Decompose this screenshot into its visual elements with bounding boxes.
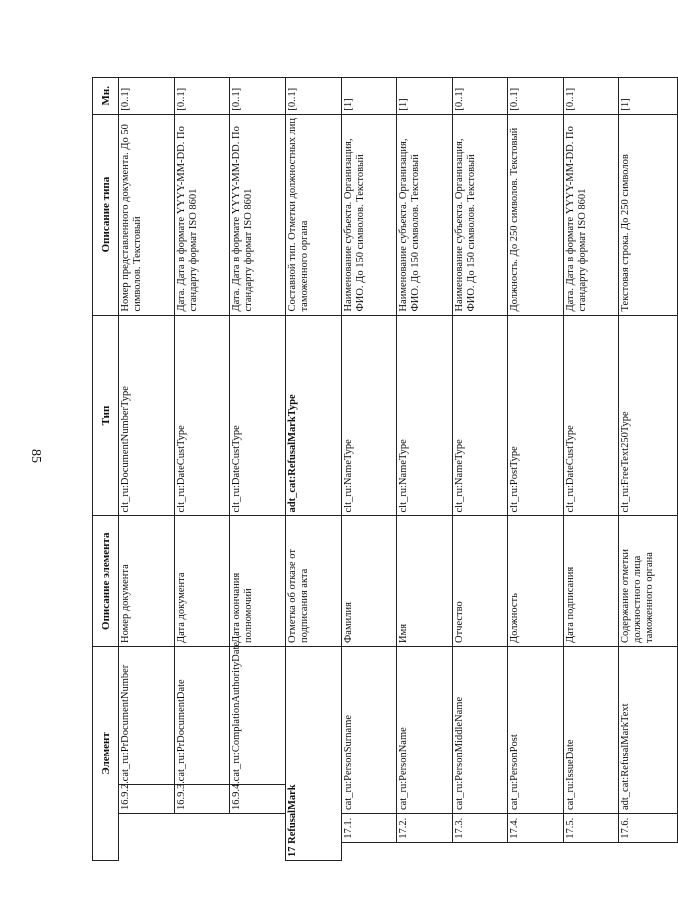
- multiplicity: [0..1]: [563, 78, 619, 115]
- element-name: cat_ru:PrDocumentDate: [174, 647, 230, 785]
- type-name: clt_ru:PostType: [508, 315, 564, 516]
- multiplicity: [0..1]: [286, 78, 342, 115]
- type-name: clt_ru:NameType: [341, 315, 397, 516]
- row-number: 16.9.3.: [174, 785, 230, 814]
- element-description: Содержание отметки должностного лица таможенного органа: [619, 516, 678, 647]
- element-name: adt_cat:RefusalMarkText: [619, 647, 678, 814]
- element-name: cat_ru:ComplationAuthorityDate: [230, 647, 286, 785]
- multiplicity: [1]: [619, 78, 678, 115]
- type-name: clt_ru:DateCustType: [563, 315, 619, 516]
- indent-cell: [563, 842, 619, 860]
- type-name: adt_cat:RefusalMarkType: [286, 315, 342, 516]
- multiplicity: [1]: [341, 78, 397, 115]
- table-row: [174, 78, 230, 861]
- type-description: Должность. До 250 символов. Текстовый: [508, 114, 564, 315]
- element-name: cat_ru:PersonSurname: [341, 647, 397, 814]
- indent-cell: [174, 814, 230, 843]
- element-description: Имя: [397, 516, 453, 647]
- row-number: 17.2.: [397, 814, 453, 843]
- row-number: 17.4.: [508, 814, 564, 843]
- row-number: 17.3.: [452, 814, 508, 843]
- type-description: Наименование субъекта. Организация, ФИО. До 150 символов. Текстовый: [452, 114, 508, 315]
- table-row: [119, 78, 175, 861]
- element-name: cat_ru:PersonName: [397, 647, 453, 814]
- table-row: [508, 78, 564, 861]
- table-row: [452, 78, 508, 861]
- element-description: Должность: [508, 516, 564, 647]
- type-description: Составной тип. Отметки должностных лиц таможенного органа: [286, 114, 342, 315]
- spec-table: [92, 77, 678, 861]
- type-name: clt_ru:DateCustType: [230, 315, 286, 516]
- element-description: Отчество: [452, 516, 508, 647]
- row-number: 16.9.4.: [230, 785, 286, 814]
- multiplicity: [1]: [397, 78, 453, 115]
- indent-cell: [619, 842, 678, 860]
- indent-cell: [508, 842, 564, 860]
- element-name: cat_ru:PrDocumentNumber: [119, 647, 175, 785]
- indent-cell: [119, 842, 175, 860]
- row-number: 17.6.: [619, 814, 678, 843]
- indent-cell: [452, 842, 508, 860]
- multiplicity: [0..1]: [174, 78, 230, 115]
- element-name: cat_ru:PersonMiddleName: [452, 647, 508, 814]
- element-description: Дата подписания: [563, 516, 619, 647]
- page-number: 85: [28, 449, 43, 463]
- row-number: 17.1.: [341, 814, 397, 843]
- element-description: Фамилия: [341, 516, 397, 647]
- indent-cell: [397, 842, 453, 860]
- header-multiplicity: Мн.: [93, 78, 119, 115]
- indent-cell: [341, 842, 397, 860]
- type-name: clt_ru:NameType: [397, 315, 453, 516]
- multiplicity: [0..1]: [230, 78, 286, 115]
- header-element-description: Описание элемента: [93, 516, 119, 647]
- row-number: 17: [287, 846, 298, 857]
- header-element: Элемент: [93, 647, 119, 861]
- element-name: RefusalMark: [287, 784, 298, 844]
- row-number: 16.9.2.: [119, 785, 175, 814]
- element-description: Отметка об отказе от подписания акта: [286, 516, 342, 647]
- table-row: [341, 78, 397, 861]
- type-description: Наименование субъекта. Организация, ФИО. До 150 символов. Текстовый: [397, 114, 453, 315]
- type-description: Текстовая строка. До 250 символов: [619, 114, 678, 315]
- type-description: Наименование субъекта. Организация, ФИО. До 150 символов. Текстовый: [341, 114, 397, 315]
- type-name: clt_ru:NameType: [452, 315, 508, 516]
- spec-table-container: [92, 77, 678, 861]
- element-name: cat_ru:IssueDate: [563, 647, 619, 814]
- type-description: Дата. Дата в формате YYYY-MM-DD. По стандарту формат ISO 8601: [174, 114, 230, 315]
- indent-cell: [119, 814, 175, 843]
- header-type: Тип: [93, 315, 119, 516]
- section-element: [286, 647, 342, 861]
- type-name: clt_ru:DocumentNumberType: [119, 315, 175, 516]
- table-row: [563, 78, 619, 861]
- table-row: [397, 78, 453, 861]
- row-number: 17.5.: [563, 814, 619, 843]
- indent-cell: [230, 814, 286, 843]
- element-description: Дата окончания полномочий: [230, 516, 286, 647]
- multiplicity: [0..1]: [119, 78, 175, 115]
- element-description: Дата документа: [174, 516, 230, 647]
- header-row: [93, 78, 119, 861]
- table-row-section: [286, 78, 342, 861]
- header-type-description: Описание типа: [93, 114, 119, 315]
- type-name: clt_ru:DateCustType: [174, 315, 230, 516]
- type-description: Дата. Дата в формате YYYY-MM-DD. По стандарту формат ISO 8601: [230, 114, 286, 315]
- element-description: Номер документа: [119, 516, 175, 647]
- multiplicity: [0..1]: [452, 78, 508, 115]
- indent-cell: [174, 842, 230, 860]
- type-name: clt_ru:FreeText250Type: [619, 315, 678, 516]
- table-row: [230, 78, 286, 861]
- type-description: Номер представленного документа. До 50 символов. Текстовый: [119, 114, 175, 315]
- table-row: [619, 78, 678, 861]
- indent-cell: [230, 842, 286, 860]
- element-name: cat_ru:PersonPost: [508, 647, 564, 814]
- type-description: Дата. Дата в формате YYYY-MM-DD. По стандарту формат ISO 8601: [563, 114, 619, 315]
- multiplicity: [0..1]: [508, 78, 564, 115]
